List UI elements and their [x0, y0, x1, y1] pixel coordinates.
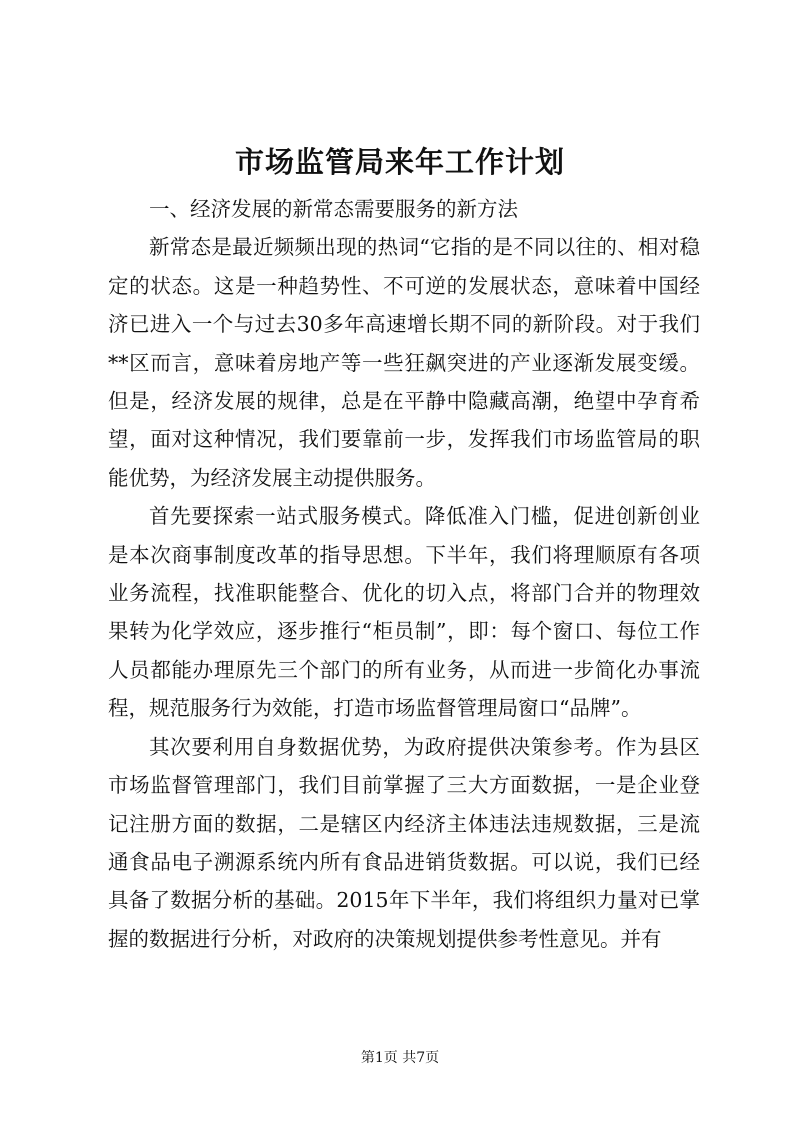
paragraph: 其次要利用自身数据优势，为政府提供决策参考。作为县区市场监督管理部门，我们目前掌握了三大方面数据，一是企业登记注册方面的数据，二是辖区内经济主体违法违规数据，三是流通食品电子溯源系统内所有食品进销货数据。可以说，我们已经具备了数据分析的基础。2015年下半年，我们将组织力量对已掌握的数据进行分析，对政府的决策规划提供参考性意见。并有 [108, 734, 700, 951]
page-footer: 第1页 共7页 [360, 1050, 440, 1066]
section-heading: 一、经济发展的新常态需要服务的新方法 [149, 197, 518, 221]
paragraph: 新常态是最近频频出现的热词“它指的是不同以往的、相对稳定的状态。这是一种趋势性、不可逆的发展状态，意味着中国经济已进入一个与过去30多年高速增长期不同的新阶段。对于我们**区而言，意味着房地产等一些狂飙突进的产业逐渐发展变缓。但是，经济发展的规律，总是在平静中隐藏高潮，绝望中孕育希望，面对这种情况，我们要靠前一步，发挥我们市场监管局的职能优势，为经济发展主动提供服务。 [108, 235, 700, 490]
paragraph: 首先要探索一站式服务模式。降低准入门槛，促进创新创业是本次商事制度改革的指导思想。下半年，我们将理顺原有各项业务流程，找准职能整合、优化的切入点，将部门合并的物理效果转为化学效应，逐步推行“柜员制”，即：每个窗口、每位工作人员都能办理原先三个部门的所有业务，从而进一步简化办事流程，规范服务行为效能，打造市场监督管理局窗口“品牌”。 [108, 504, 700, 721]
document-body [108, 190, 700, 958]
page-title: 市场监管局来年工作计划 [234, 145, 565, 179]
